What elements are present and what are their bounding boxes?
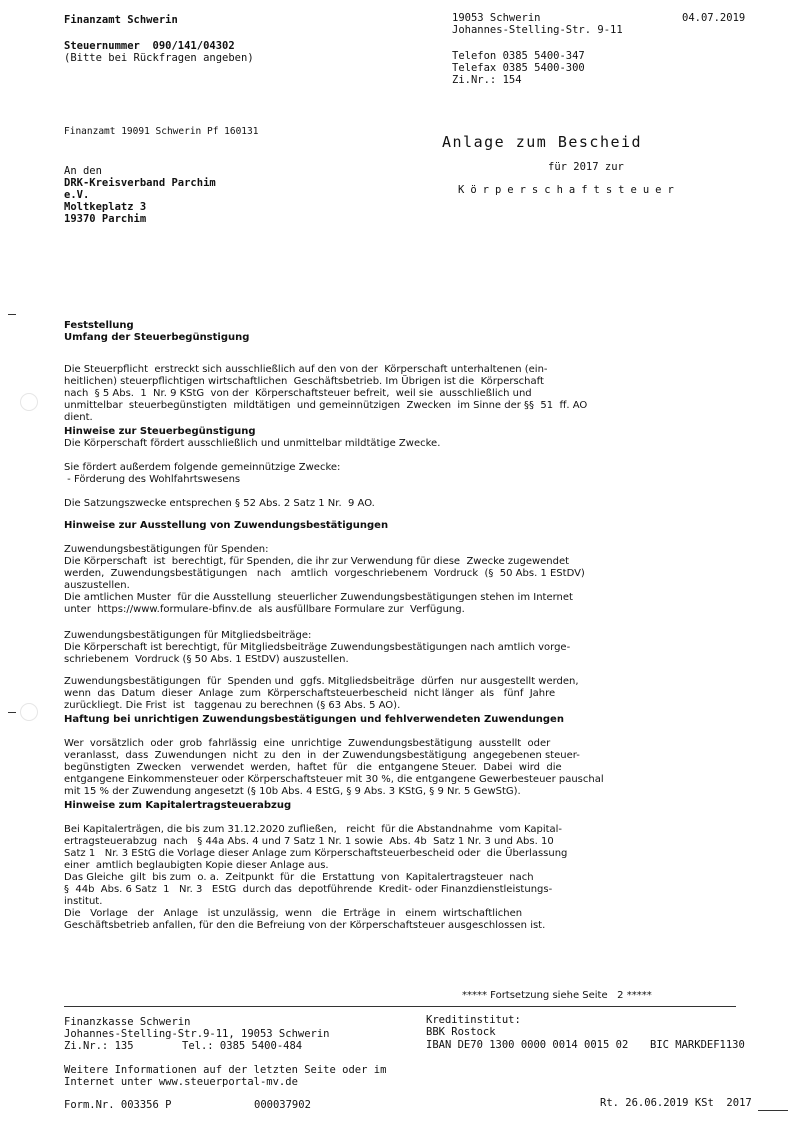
recipient-street: Moltkeplatz 3 xyxy=(64,201,147,213)
footer-bank-label: Kreditinstitut: xyxy=(426,1014,521,1026)
kapital-line: ertragsteuerabzug nach § 44a Abs. 4 und 7 Satz 1 Nr. 1 sowie Abs. 4b Satz 1 Nr. 3 und Abs. 10 xyxy=(64,836,554,847)
haftung-line: veranlasst, dass Zuwendungen nicht zu den in der Zuwendungsbestätigung angegebenen steuer- xyxy=(64,750,580,761)
office-fax: Telefax 0385 5400-300 xyxy=(452,62,585,74)
footer-info-2: Internet unter www.steuerportal-mv.de xyxy=(64,1076,298,1088)
umfang-line: dient. xyxy=(64,412,93,423)
footer-reference: Rt. 26.06.2019 KSt 2017 xyxy=(600,1097,752,1109)
tax-number-note: (Bitte bei Rückfragen angeben) xyxy=(64,52,254,64)
footer-kasse-phone: Tel.: 0385 5400-484 xyxy=(182,1040,303,1052)
footer-kasse-room: Zi.Nr.: 135 xyxy=(64,1040,134,1052)
haftung-paragraph xyxy=(64,726,604,810)
footer-bic: BIC MARKDEF1130 xyxy=(650,1039,745,1051)
frist-line: wenn das Datum dieser Anlage zum Körperschaftsteuerbescheid nicht länger als fünf Jahre xyxy=(64,688,556,699)
footer-form-number: Form.Nr. 003356 P xyxy=(64,1099,172,1111)
kapital-line: institut. xyxy=(64,896,103,907)
haftung-line: Wer vorsätzlich oder grob fahrlässig eine unrichtige Zuwendungsbestätigung ausstellt oder xyxy=(64,738,551,749)
umfang-line: Die Steuerpflicht erstreckt sich ausschließlich auf den von der Körperschaft unterhaltenen (ein- xyxy=(64,364,548,375)
recipient-line-1: An den xyxy=(64,165,102,177)
zuwendung-line: Die amtlichen Muster für die Ausstellung steuerlicher Zuwendungsbestätigungen stehen im Internet xyxy=(64,592,573,603)
punch-hole-mark xyxy=(20,393,38,411)
document-tax-type: Körperschaftsteuer xyxy=(458,184,680,196)
zuwendung-line: auszustellen. xyxy=(64,580,130,591)
umfang-line: heitlichen) steuerpflichtigen wirtschaftlichen Geschäftsbetrieb. Im Übrigen ist die Körperschaft xyxy=(64,376,544,387)
continuation-note: ***** Fortsetzung siehe Seite 2 ***** xyxy=(462,990,652,1001)
sender-line: Finanzamt 19091 Schwerin Pf 160131 xyxy=(64,126,259,137)
office-room: Zi.Nr.: 154 xyxy=(452,74,522,86)
mitglied-line: Zuwendungsbestätigungen für Mitgliedsbeiträge: xyxy=(64,630,312,641)
umfang-line: nach § 5 Abs. 1 Nr. 9 KStG von der Körperschaftsteuer befreit, weil sie ausschließlich und xyxy=(64,388,532,399)
footer-info-1: Weitere Informationen auf der letzten Seite oder im xyxy=(64,1064,387,1076)
footer-document-number: 000037902 xyxy=(254,1099,311,1111)
kapital-line: Geschäftsbetrieb anfallen, für den die Befreiung von der Körperschaftsteuer ausgeschlossen ist. xyxy=(64,920,546,931)
umfang-paragraph xyxy=(64,352,587,436)
frist-line: Zuwendungsbestätigungen für Spenden und ggfs. Mitgliedsbeiträge dürfen nur ausgestellt werden, xyxy=(64,676,579,687)
footer-rule xyxy=(64,1006,736,1007)
kapital-line: Das Gleiche gilt bis zum o. a. Zeitpunkt für die Erstattung von Kapitalertragsteuer nach xyxy=(64,872,534,883)
zuwendung-heading: Hinweise zur Ausstellung von Zuwendungsbestätigungen xyxy=(64,520,389,531)
punch-hole-mark xyxy=(20,703,38,721)
footer-end-rule xyxy=(758,1110,788,1111)
umfang-line: unmittelbar steuerbegünstigten mildtätigen und gemeinnützigen Zwecken im Sinne der §§ 51 ff. AO xyxy=(64,400,588,411)
umfang-heading: Umfang der Steuerbegünstigung xyxy=(64,332,250,343)
office-street: Johannes-Stelling-Str. 9-11 xyxy=(452,24,623,36)
fold-mark-top xyxy=(8,314,16,315)
frist-line: zurückliegt. Die Frist ist taggenau zu berechnen (§ 63 Abs. 5 AO). xyxy=(64,700,401,711)
office-phone: Telefon 0385 5400-347 xyxy=(452,50,585,62)
mitglied-line: Die Körperschaft ist berechtigt, für Mitgliedsbeiträge Zuwendungsbestätigungen nach amtlich vorge- xyxy=(64,642,571,653)
haftung-line: entgangene Einkommensteuer oder Körperschaftsteuer mit 30 %, die entgangene Gewerbesteuer pauschal xyxy=(64,774,604,785)
document-year: für 2017 zur xyxy=(548,161,624,173)
hinweise-line: Sie fördert außerdem folgende gemeinnützige Zwecke: xyxy=(64,462,341,473)
footer-iban: IBAN DE70 1300 0000 0014 0015 02 xyxy=(426,1039,629,1051)
zuwendung-line: unter https://www.formulare-bfinv.de als ausfüllbare Formulare zur Verfügung. xyxy=(64,604,465,615)
letter-date: 04.07.2019 xyxy=(682,12,746,24)
kapital-line: Bei Kapitalerträgen, die bis zum 31.12.2020 zufließen, reicht für die Abstandnahme vom Kapital- xyxy=(64,824,563,835)
zuwendung-line: Die Körperschaft ist berechtigt, für Spenden, die ihr zur Verwendung für diese Zwecke zugewendet xyxy=(64,556,570,567)
footer-bank-name: BBK Rostock xyxy=(426,1026,496,1038)
haftung-line: mit 15 % der Zuwendung angesetzt (§ 10b Abs. 4 EStG, § 9 Abs. 3 KStG, § 9 Nr. 5 GewStG). xyxy=(64,786,521,797)
recipient-city: 19370 Parchim xyxy=(64,213,147,225)
kapital-line: § 44b Abs. 6 Satz 1 Nr. 3 EStG durch das depotführende Kredit- oder Finanzdienstleistungs- xyxy=(64,884,553,895)
feststellung-heading: Feststellung xyxy=(64,320,134,331)
zuwendung-line: werden, Zuwendungsbestätigungen nach amtlich vorgeschriebenem Vordruck (§ 50 Abs. 1 EStDV) xyxy=(64,568,585,579)
kapital-heading: Hinweise zum Kapitalertragsteuerabzug xyxy=(64,800,292,811)
footer-kasse-address: Johannes-Stelling-Str.9-11, 19053 Schwerin xyxy=(64,1028,330,1040)
zuwendung-paragraph xyxy=(64,532,585,628)
hinweise-line: Die Satzungszwecke entsprechen § 52 Abs. 2 Satz 1 Nr. 9 AO. xyxy=(64,498,375,509)
haftung-line: begünstigten Zwecken verwendet werden, haftet für die entgangene Steuer. Dabei wird die xyxy=(64,762,562,773)
mitglied-line: schriebenem Vordruck (§ 50 Abs. 1 EStDV) auszustellen. xyxy=(64,654,349,665)
fold-mark-middle xyxy=(8,712,16,713)
haftung-heading: Haftung bei unrichtigen Zuwendungsbestätigungen und fehlverwendeten Zuwendungen xyxy=(64,714,564,725)
hinweise-line: Die Körperschaft fördert ausschließlich und unmittelbar mildtätige Zwecke. xyxy=(64,438,441,449)
document-title: Anlage zum Bescheid xyxy=(442,133,643,151)
hinweise-heading: Hinweise zur Steuerbegünstigung xyxy=(64,426,256,437)
office-city: 19053 Schwerin xyxy=(452,12,541,24)
kapital-paragraph xyxy=(64,812,567,944)
recipient-suffix: e.V. xyxy=(64,189,90,201)
office-name: Finanzamt Schwerin xyxy=(64,14,178,26)
recipient-name: DRK-Kreisverband Parchim xyxy=(64,177,216,189)
kapital-line: Die Vorlage der Anlage ist unzulässig, wenn die Erträge in einem wirtschaftlichen xyxy=(64,908,523,919)
hinweise-line: - Förderung des Wohlfahrtswesens xyxy=(64,474,241,485)
kapital-line: einer amtlich beglaubigten Kopie dieser Anlage aus. xyxy=(64,860,329,871)
kapital-line: Satz 1 Nr. 3 EStG die Vorlage dieser Anlage zum Körperschaftsteuerbescheid oder die Überlassung xyxy=(64,848,568,859)
tax-number: Steuernummer 090/141/04302 xyxy=(64,40,235,52)
footer-kasse: Finanzkasse Schwerin xyxy=(64,1016,191,1028)
zuwendung-line: Zuwendungsbestätigungen für Spenden: xyxy=(64,544,269,555)
